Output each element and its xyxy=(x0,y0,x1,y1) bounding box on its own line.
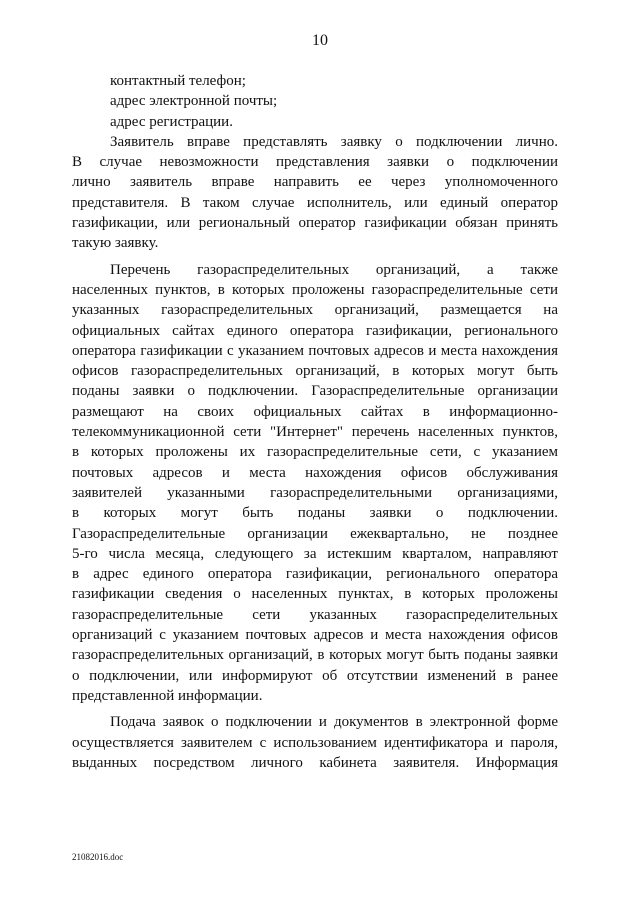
text-line: указанных газораспределительных организаций, размещается на xyxy=(72,302,558,319)
text-line: размещают на своих официальных сайтах в информационно- xyxy=(72,403,558,420)
text-line: заявителей указанными газораспределительными организациями, xyxy=(72,484,558,501)
text-line: оператора газификации с указанием почтовых адресов и места нахождения xyxy=(72,342,558,359)
text-line: представителя. В таком случае исполнитель, или единый оператор xyxy=(72,194,558,211)
contact-list xyxy=(72,71,558,132)
paragraph-electronic-submission xyxy=(72,712,558,773)
list-item: контактный телефон; xyxy=(110,73,246,89)
text-line: выданных посредством личного кабинета заявителя. Информация xyxy=(72,754,558,771)
list-item: адрес электронной почты; xyxy=(110,93,278,110)
text-line: организаций с указанием почтовых адресов и места нахождения офисов xyxy=(72,627,558,644)
text-line: газификации сведения о населенных пунктах, в которых проложены xyxy=(72,586,558,603)
text-line: осуществляется заявителем с использованием идентификатора и пароля, xyxy=(72,734,558,751)
text-line: о подключении, или информируют об отсутствии изменений в ранее xyxy=(72,667,558,684)
document-body xyxy=(72,71,558,773)
footer-document-code: 21082016.doc xyxy=(72,852,124,862)
text-line: офисов газораспределительных организаций, в которых могут быть xyxy=(72,363,558,380)
page-number: 10 xyxy=(312,32,328,49)
text-line: Перечень газораспределительных организаций, а также xyxy=(110,261,558,278)
text-line: такую заявку. xyxy=(72,235,159,252)
text-line: Подача заявок о подключении и документов в электронной форме xyxy=(110,714,558,731)
text-line: 5-го числа месяца, следующего за истекшим кварталом, направляют xyxy=(72,545,558,562)
paragraph-submission-rights xyxy=(72,132,558,254)
text-line: в адрес единого оператора газификации, регионального оператора xyxy=(72,566,558,583)
text-line: В случае невозможности представления заявки о подключении xyxy=(72,154,558,171)
text-line: почтовых адресов и места нахождения офисов обслуживания xyxy=(72,464,558,481)
text-line: газораспределительных организаций, в которых могут быть поданы заявки xyxy=(72,647,558,664)
text-line: Заявитель вправе представлять заявку о подключении лично. xyxy=(110,133,558,150)
text-line: телекоммуникационной сети "Интернет" перечень населенных пунктов, xyxy=(72,424,558,441)
text-line: Газораспределительные организации ежеквартально, не позднее xyxy=(72,525,558,542)
text-line: в которых могут быть поданы заявки о подключении. xyxy=(72,505,558,522)
text-line: в которых проложены их газораспределительные сети, с указанием xyxy=(72,444,558,461)
text-line: газораспределительные сети указанных газораспределительных xyxy=(72,606,558,623)
text-line: населенных пунктов, в которых проложены газораспределительные сети xyxy=(72,281,558,298)
paragraph-gas-organizations-list xyxy=(72,260,558,707)
text-line: представленной информации. xyxy=(72,687,263,704)
text-line: лично заявитель вправе направить ее через уполномоченного xyxy=(72,174,558,191)
text-line: поданы заявки о подключении. Газораспределительные организации xyxy=(72,383,558,400)
list-item: адрес регистрации. xyxy=(110,113,233,130)
text-line: газификации, или региональный оператор газификации обязан принять xyxy=(72,215,558,232)
text-line: официальных сайтах единого оператора газификации, регионального xyxy=(72,322,558,339)
